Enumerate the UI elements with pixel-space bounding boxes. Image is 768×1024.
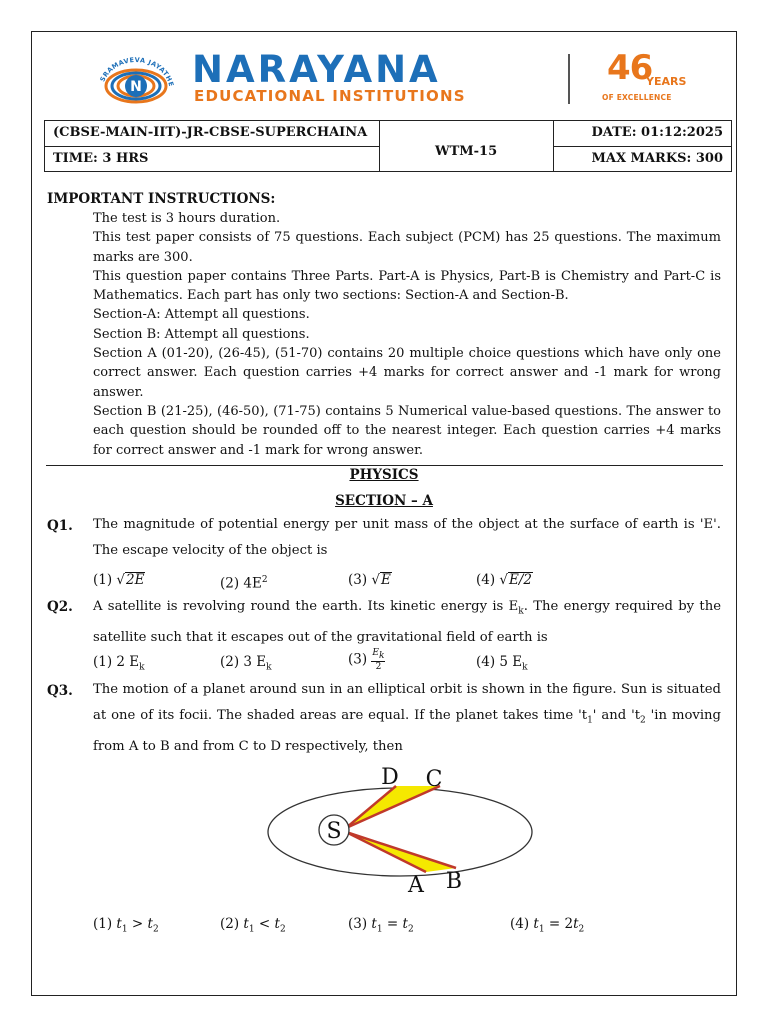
exam-time: TIME: 3 HRS [53,151,149,166]
svg-text:SRAMAVEVA JAYATHE: SRAMAVEVA JAYATHE [98,55,176,88]
question-number: Q2. [47,599,73,615]
option-2[interactable]: (2) $4E^2$ [220,575,268,592]
orbit-figure [258,762,542,896]
table-divider [379,121,380,171]
section-heading: SECTION – A [335,493,433,509]
option-3[interactable]: (3) $\frac{E_k}{2}$ [348,648,385,672]
question-text: The motion of a planet around sun in an elliptical orbit is shown in the figure. Sun is situated at one of its focii. The shaded areas are equal. If the planet takes time '$t_1$' and '$t_2$ 'in moving from A to B and from C to D respectively, then [93,682,721,754]
point-d-label: D [381,765,399,790]
exam-info-table [44,120,732,172]
subject-heading: PHYSICS [349,467,419,483]
option-4[interactable]: (4) √E/2 [476,572,533,588]
option-3[interactable]: (3) √E [348,572,391,588]
instructions-list [93,209,721,460]
exam-code: (CBSE-MAIN-IIT)-JR-CBSE-SUPERCHAINA [53,125,368,140]
option-4[interactable]: (4) 5 $E_k$ [476,654,528,673]
max-marks: MAX MARKS: 300 [591,151,723,166]
instruction-item: Section A (01-20), (26-45), (51-70) contains 20 multiple choice questions which have only one correct answer. Each question carries +4 marks for correct answer and -1 mark for wrong answer. [93,346,721,400]
option-2[interactable]: (2) 3 $E_k$ [220,654,272,673]
point-b-label: B [445,869,463,894]
emblem-letter: N [130,79,142,95]
option-2[interactable]: (2) $t_1 < t_2$ [220,916,286,935]
brand-subtitle: EDUCATIONAL INSTITUTIONS [194,87,466,105]
test-name: WTM-15 [435,144,498,159]
brand-divider [568,54,570,104]
option-3[interactable]: (3) $t_1 = t_2$ [348,916,414,935]
question-number: Q1. [47,518,73,534]
brand-name: NARAYANA [192,48,441,91]
table-divider [553,146,731,147]
instruction-item: Section B (21-25), (46-50), (71-75) contains 5 Numerical value-based questions. The answer to each question should be rounded off to the nearest integer. Each question carries +4 marks for correct answer and -1 mark for wrong answer. [93,403,721,458]
point-a-label: A [408,873,424,896]
exam-date: DATE: 01:12:2025 [591,125,723,140]
years-number: 46 [607,48,653,88]
table-divider [45,146,379,147]
section-rule [46,465,723,466]
instructions-heading: IMPORTANT INSTRUCTIONS: [47,191,276,207]
instruction-item: Section B: Attempt all questions. [93,326,310,342]
question-text: A satellite is revolving round the earth. Its kinetic energy is $E_k$. The energy required by the satellite such that it escapes out of the gravitational field of earth is [93,599,722,645]
radius-line [346,832,426,872]
question-text: The magnitude of potential energy per unit mass of the object at the surface of earth is 'E'. The escape velocity of the object is [93,517,721,558]
instruction-item: This question paper contains Three Parts. Part-A is Physics, Part-B is Chemistry and Part-C is Mathematics. Each part has only two sections: Section-A and Section-B. [93,268,721,304]
instruction-item: Section-A: Attempt all questions. [93,307,310,323]
narayana-emblem-icon [90,52,182,104]
question-number: Q3. [47,683,73,699]
instruction-item: This test paper consists of 75 questions. Each subject (PCM) has 25 questions. The maximum marks are 300. [93,230,721,265]
option-1[interactable]: (1) $t_1 > t_2$ [93,916,159,935]
instruction-item: The test is 3 hours duration. [93,211,281,226]
years-subtitle: OF EXCELLENCE [602,93,672,102]
radius-line [346,832,456,868]
sun-label: S [326,819,342,844]
point-c-label: C [425,767,443,792]
option-1[interactable]: (1) 2 $E_k$ [93,654,145,673]
option-4[interactable]: (4) $t_1 = 2t_2$ [510,916,585,935]
years-word: YEARS [646,75,687,88]
option-1[interactable]: (1) √2E [93,572,145,588]
